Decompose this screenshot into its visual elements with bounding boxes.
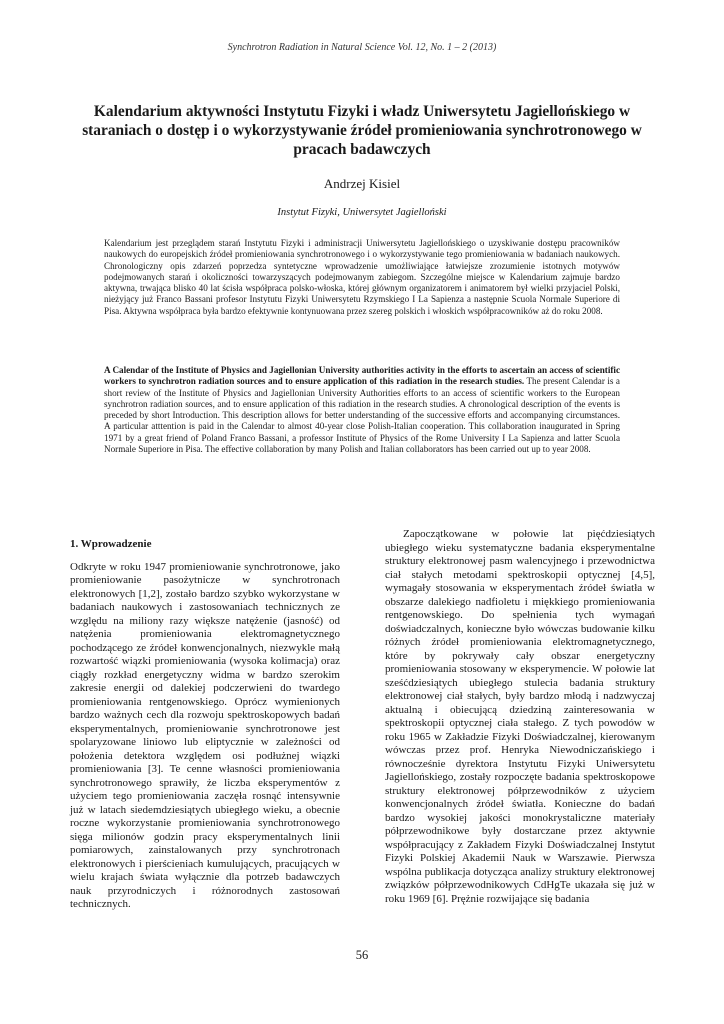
abstract-english-body: The present Calendar is a short review of the Institute of Physics and Jagiellonian University Authorities efforts to an access of scientific workers to the European synchrotron radiation sources, and to ensure application of this radiation in the research studies. A chronological description of the events is preceded by short Introduction. This description allows for better understanding of the successive efforts and accompanying circumstances. A particular atttention is paid in the Calendar to almost 40-year close Polish-Italian cooperation. This collaboration inaugurated in Spring 1971 by a great friend of Poland Franco Bassani, a professor Institute of Physics of the Rome University I La Sapienza and latter Scuola Normale Superiore in Pisa. The effective collaboration by many Polish and Italian collaborators has been carried out up to year 2008. <box>104 376 620 455</box>
journal-header: Synchrotron Radiation in Natural Science Vol. 12, No. 1 – 2 (2013) <box>227 42 497 53</box>
article-title: Kalendarium aktywności Instytutu Fizyki i władz Uniwersytetu Jagiellońskiego w staraniach o dostęp i o wykorzystywanie źródeł promieniowania synchrotronowego w pracach badawczych <box>82 103 642 158</box>
section-heading: 1. Wprowadzenie <box>70 538 152 550</box>
right-column-text: Zapoczątkowane w połowie lat pięćdziesiątych ubiegłego wieku systematyczne badania eksperymentalne struktury elektronowej pasm walencyjnego i przewodnictwa ciał stałych metodami spektroskopii optycznej [4,5], wymagały stosowania w eksperymentach źródeł światła w obszarze dalekiego nadfioletu i miękkiego promieniowania rentgenowskiego. Do spełnienia tych wymagań doświadczalnych, konieczne było wówczas budowanie kilku różnych źródeł promieniowania elektromagnetycznego, które by pokrywały cały obszar energetyczny promieniowania stosowany w eksperymencie. W połowie lat sześćdziesiątych ubiegłego stulecia badania struktury elektronowej ciał stałych, były bardzo młodą i nadzwyczaj aktualną i obiecującą dziedziną zainteresowania w spektroskopii optycznej ciała stałego. Z tych powodów w roku 1965 w Zakładzie Fizyki Doświadczalnej, kierowanym wówczas przez prof. Henryka Niewodniczańskiego i równocześnie dyrektora Instytutu Fizyki Uniwersytetu Jagiellońskiego, zostały rozpoczęte badania spektroskopowe struktury elektronowej półprzewodników z użyciem konwencjonalnych źródeł światła. Konieczne do badań bardzo wysokiej jakości monokrystaliczne materiały półprzewodnikowe były dostarczane przez aktywnie współpracujący z Zakładem Fizyki Doświadczalnej Instytut Fizyki Polskiej Akademii Nauk w Warszawie. Pierwsza wspólna publikacja dotycząca analizy struktury elektronowej związków półprzewodnikowych CdHgTe ukazała się już w roku 1969 [6]. Prężnie rozwijające się badania <box>385 528 655 905</box>
author-name: Andrzej Kisiel <box>323 176 401 191</box>
left-column <box>70 528 340 912</box>
abstract-english <box>104 365 620 455</box>
abstract-polish: Kalendarium jest przeglądem starań Instytutu Fizyki i administracji Uniwersytetu Jagiellońskiego o uzyskiwanie dostępu pracowników naukowych do europejskich źródeł promieniowania synchrotronowego i o wykorzystywanie tego promieniowania w badaniach naukowych. Chronologiczny opis zdarzeń poprzedza syntetyczne wprowadzenie umożliwiające łatwiejsze zrozumienie istotnych motywów podejmowanych starań i okoliczności towarzyszących podejmowanym zabiegom. Szczególne miejsce w Kalendarium zajmuje bardzo aktywna, trwająca blisko 40 lat ścisła współpraca polsko-włoska, której głównym organizatorem i animatorem był wielki przyjaciel Polski, nieżyjący już Franco Bassani profesor Instytutu Fizyki Uniwersytetu Rzymskiego I La Sapienza a następnie Scuola Normale Superiore di Pisa. Aktywna współpraca była bardzo efektywnie kontynuowana przez szereg polskich i włoskich współpracowników aż do roku 2008. <box>104 238 620 316</box>
right-column <box>385 528 655 906</box>
author-affiliation: Instytut Fizyki, Uniwersytet Jagielloński <box>277 207 447 218</box>
abstract-english-title: A Calendar of the Institute of Physics and Jagiellonian University authorities activity in the efforts to ascertain an access of scientific workers to synchrotron radiation sources and to ensure application of this radiation in the research studies. <box>104 365 620 387</box>
page-number: 56 <box>355 948 369 962</box>
left-column-text: Odkryte w roku 1947 promieniowanie synchrotronowe, jako promieniowanie pasożytnicze w synchrotronach elektronowych [1,2], zostało bardzo szybko wykorzystane w badaniach naukowych i zastosowaniach technicznych ze względu na miliony razy większe natężenie (jasność) od natężenia promieniowania elektromagnetycznego pochodzącego ze źródeł konwencjonalnych, niezwykle małą rozwartość wiązki promieniowania (wysoka kolimacja) oraz ciągły rozkład energetyczny widma w bardzo szerokim zakresie energii od dalekiej podczerwieni do twardego promieniowania rentgenowskiego. Oprócz wymienionych bardzo ważnych cech dla rozwoju spektroskopowych badań eksperymentalnych, promieniowanie synchrotronowe jest spolaryzowane liniowo lub eliptycznie w zależności od położenia detektora względem osi podłużnej wiązki promieniowania [3]. Te cenne własności promieniowania synchrotronowego sprawiły, że liczba eksperymentów z użyciem tego promieniowania zaczęła rosnąć intensywnie już w latach siedemdziesiątych ubiegłego wieku, a obecnie roczne wykorzystanie promieniowania synchrotronowego sięga milionów godzin pracy eksperymentalnych linii pomiarowych, zainstalowanych przy synchrotronach elektronowych i pierścieniach kumulujących, pracujących w wielu krajach świata wyłącznie dla potrzeb badawczych nauk przyrodniczych i różnorodnych zastosowań technicznych. <box>70 560 340 910</box>
